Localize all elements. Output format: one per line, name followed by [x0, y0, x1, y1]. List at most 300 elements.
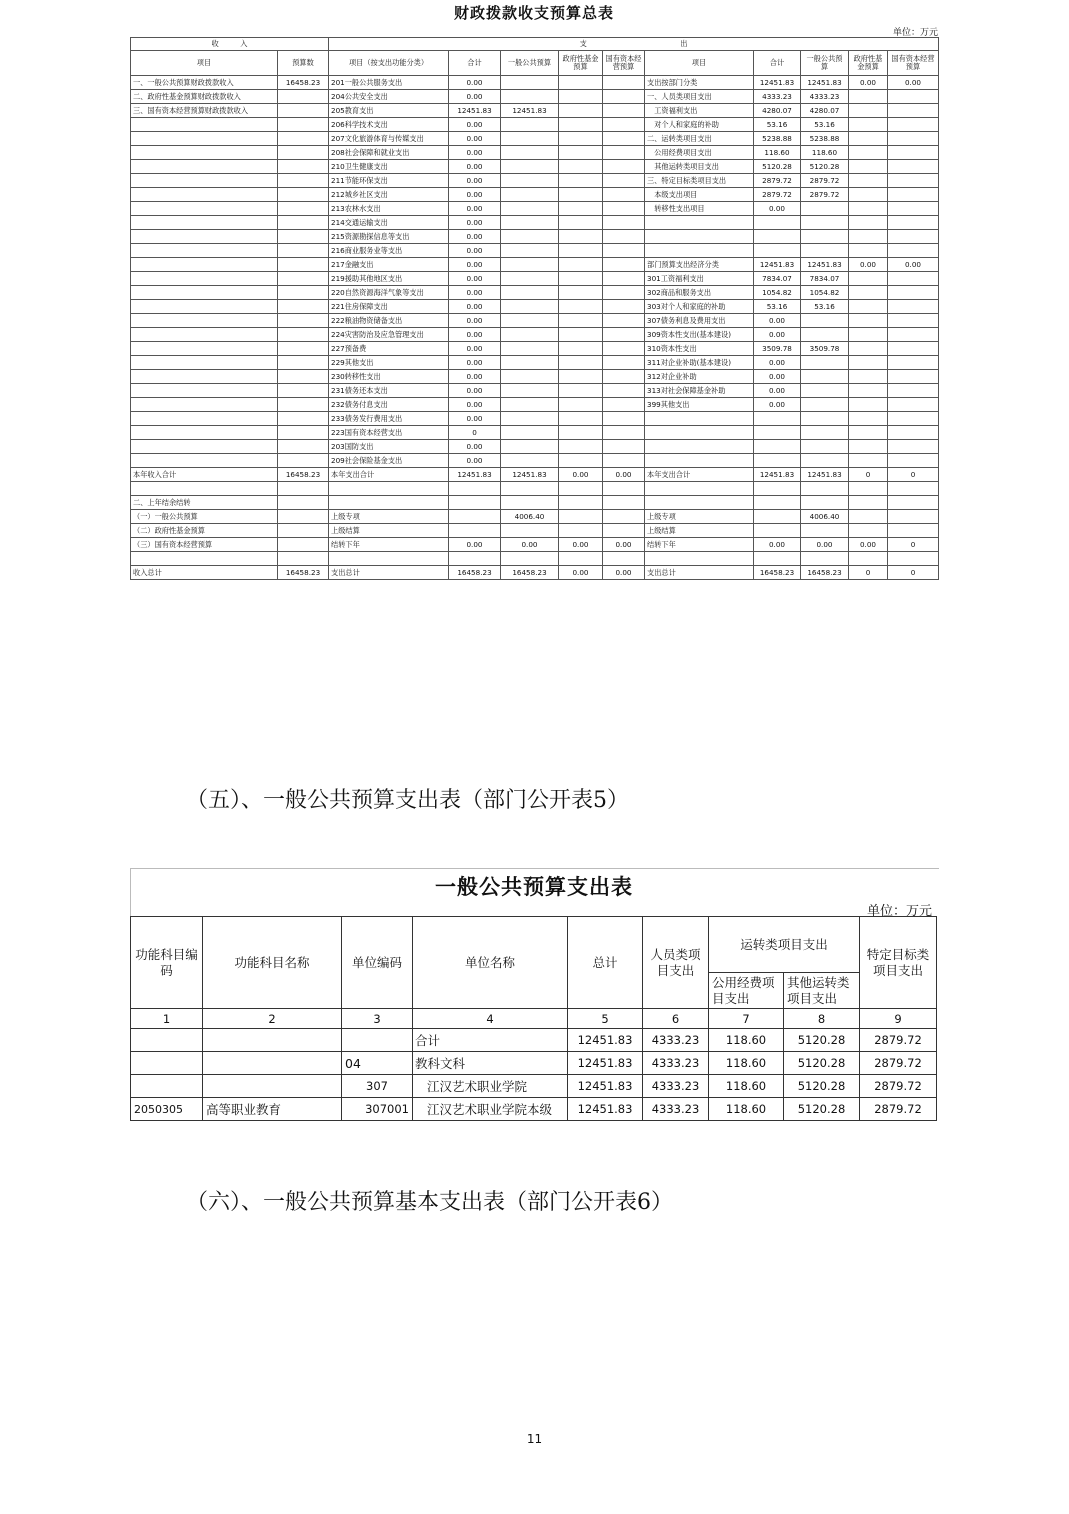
table1-cell — [849, 454, 888, 468]
table1-cell — [801, 328, 849, 342]
table1-cell — [131, 244, 278, 258]
table2-cell: 5120.28 — [784, 1052, 860, 1075]
table1-cell: 206科学技术支出 — [329, 118, 449, 132]
table1-cell — [801, 398, 849, 412]
table1-cell — [849, 370, 888, 384]
table1-row — [131, 426, 939, 440]
table1-cell: 222粮油物资储备支出 — [329, 314, 449, 328]
table1-cell: 201一般公共服务支出 — [329, 76, 449, 90]
table1-cell — [559, 132, 603, 146]
table1-cell — [603, 510, 645, 524]
table1-cell: 上级专项 — [329, 510, 449, 524]
table1-row — [131, 286, 939, 300]
table1-cell: 2879.72 — [801, 174, 849, 188]
table1-cell — [849, 202, 888, 216]
table1-cell — [849, 496, 888, 510]
table2-index-cell: 2 — [203, 1009, 342, 1029]
table1-cell: 上级结算 — [329, 524, 449, 538]
table1-header-cell: 合计 — [449, 51, 501, 76]
table1-cell — [849, 104, 888, 118]
table1-cell — [849, 300, 888, 314]
table1-cell: 0.00 — [449, 118, 501, 132]
table1-cell: 7834.07 — [754, 272, 801, 286]
table2-title: 一般公共预算支出表 — [435, 875, 633, 899]
table1-cell — [603, 440, 645, 454]
table1-cell: （三）国有资本经营预算 — [131, 538, 278, 552]
table1-cell: 209社会保险基金支出 — [329, 454, 449, 468]
table1-cell — [278, 412, 329, 426]
table1-cell: 205教育支出 — [329, 104, 449, 118]
table1-cell — [278, 118, 329, 132]
table1-cell: 5120.28 — [801, 160, 849, 174]
header-unit-name: 单位名称 — [413, 917, 568, 1009]
table1-cell: 214交通运输支出 — [329, 216, 449, 230]
table1-cell — [888, 370, 939, 384]
table1-cell — [603, 90, 645, 104]
table2-cell: 4333.23 — [643, 1098, 709, 1121]
table2-body — [131, 1009, 937, 1121]
table1-cell — [603, 426, 645, 440]
header-public-funds: 公用经费项目支出 — [709, 973, 784, 1009]
table1-cell — [645, 454, 754, 468]
table1-cell: 0.00 — [449, 314, 501, 328]
table1-cell — [849, 398, 888, 412]
table1-cell — [131, 426, 278, 440]
table1-cell: 0.00 — [449, 286, 501, 300]
table2-index-cell: 8 — [784, 1009, 860, 1029]
table1-cell: 5238.88 — [754, 132, 801, 146]
table1-cell: 0 — [888, 538, 939, 552]
table1-cell — [849, 426, 888, 440]
table1-cell: 16458.23 — [278, 76, 329, 90]
table1-cell — [603, 132, 645, 146]
table1-cell: 307债务利息及费用支出 — [645, 314, 754, 328]
table1-cell — [501, 524, 559, 538]
table1-cell: 207文化旅游体育与传媒支出 — [329, 132, 449, 146]
table1-cell — [888, 160, 939, 174]
table1-cell — [559, 300, 603, 314]
table1-cell: 工资福利支出 — [645, 104, 754, 118]
table1-cell: 12451.83 — [501, 468, 559, 482]
table1-cell: 三、特定目标类项目支出 — [645, 174, 754, 188]
table1-cell — [278, 538, 329, 552]
table1-cell: （二）政府性基金预算 — [131, 524, 278, 538]
table1-cell — [888, 552, 939, 566]
table1-cell: 上级专项 — [645, 510, 754, 524]
table1-cell: 0.00 — [449, 146, 501, 160]
table1-cell — [131, 398, 278, 412]
table1-cell — [559, 370, 603, 384]
table1-cell — [501, 370, 559, 384]
table1-cell: 0 — [449, 426, 501, 440]
table1-cell — [603, 230, 645, 244]
table2-cell: 307001 — [342, 1098, 413, 1121]
table1-cell — [131, 482, 278, 496]
table1-cell: 5238.88 — [801, 132, 849, 146]
header-function-name: 功能科目名称 — [203, 917, 342, 1009]
table1-cell — [801, 552, 849, 566]
table1-cell — [888, 244, 939, 258]
table1-cell — [888, 314, 939, 328]
table1-row — [131, 118, 939, 132]
table1-cell — [849, 118, 888, 132]
table1-cell — [849, 160, 888, 174]
table1-cell — [501, 314, 559, 328]
header-total: 总计 — [568, 917, 643, 1009]
table1-row — [131, 90, 939, 104]
table1-cell: 230转移性支出 — [329, 370, 449, 384]
table1-cell: 4006.40 — [501, 510, 559, 524]
table1-cell: 0.00 — [449, 370, 501, 384]
table1-cell — [329, 496, 449, 510]
table1-cell — [888, 510, 939, 524]
table1-cell — [603, 328, 645, 342]
table1-cell — [559, 384, 603, 398]
table1-cell: 223国有资本经营支出 — [329, 426, 449, 440]
table1-cell: 4333.23 — [754, 90, 801, 104]
table1-cell — [131, 188, 278, 202]
table1-cell — [888, 202, 939, 216]
page-number: 11 — [526, 1432, 543, 1446]
table1-row — [131, 356, 939, 370]
table1-cell: 215资源勘探信息等支出 — [329, 230, 449, 244]
table1-cell — [754, 244, 801, 258]
table1-cell — [278, 174, 329, 188]
table1-cell — [131, 370, 278, 384]
table1-cell: 0.00 — [449, 202, 501, 216]
table1-cell — [501, 146, 559, 160]
table1-cell — [849, 510, 888, 524]
table1-cell — [501, 328, 559, 342]
table1-cell — [849, 482, 888, 496]
table1-cell: 0.00 — [449, 384, 501, 398]
table1-cell — [645, 440, 754, 454]
table1-cell — [559, 286, 603, 300]
table1-cell: 16458.23 — [801, 566, 849, 580]
table2-cell — [131, 1075, 203, 1098]
table1-cell — [559, 174, 603, 188]
table1-cell — [888, 132, 939, 146]
table1-header-cell: 国有资本经营预算 — [888, 51, 939, 76]
table2-cell — [131, 1052, 203, 1075]
table1-cell: 对个人和家庭的补助 — [645, 118, 754, 132]
table1-cell: 2879.72 — [801, 188, 849, 202]
table1-cell — [754, 482, 801, 496]
table1-cell: 12451.83 — [754, 258, 801, 272]
table1-cell — [645, 412, 754, 426]
table1-cell — [645, 496, 754, 510]
table1-row — [131, 104, 939, 118]
table1-row — [131, 566, 939, 580]
table1-cell — [501, 384, 559, 398]
table1-cell — [603, 174, 645, 188]
table1-cell: 转移性支出项目 — [645, 202, 754, 216]
table1-cell: 16458.23 — [754, 566, 801, 580]
table1-cell — [559, 230, 603, 244]
table1-cell — [559, 356, 603, 370]
table1-cell — [754, 454, 801, 468]
header-function-code: 功能科目编码 — [131, 917, 203, 1009]
table1-cell — [131, 272, 278, 286]
table1-cell — [278, 146, 329, 160]
table1-row — [131, 76, 939, 90]
table1-cell — [603, 384, 645, 398]
table1-row — [131, 370, 939, 384]
table1-cell: 0.00 — [801, 538, 849, 552]
table1-row — [131, 482, 939, 496]
table1-cell — [801, 412, 849, 426]
table1-cell — [559, 510, 603, 524]
table2-row — [131, 1029, 937, 1052]
table1-cell: 16458.23 — [449, 566, 501, 580]
table1-row — [131, 384, 939, 398]
table1-cell: 0.00 — [754, 370, 801, 384]
table1-cell: 204公共安全支出 — [329, 90, 449, 104]
table1-cell: 0.00 — [449, 412, 501, 426]
table1-cell: 0.00 — [449, 258, 501, 272]
table1-cell — [131, 146, 278, 160]
table1-cell — [849, 440, 888, 454]
table1-cell — [754, 496, 801, 510]
table1-cell — [645, 482, 754, 496]
table1-cell — [278, 272, 329, 286]
table1-cell: 本年支出合计 — [329, 468, 449, 482]
table1-cell: 0.00 — [449, 244, 501, 258]
table1-row — [131, 454, 939, 468]
table2-cell: 12451.83 — [568, 1029, 643, 1052]
table2-cell: 118.60 — [709, 1098, 784, 1121]
table1-cell: 231债务还本支出 — [329, 384, 449, 398]
table1-cell — [278, 398, 329, 412]
table1-header-cell: 合计 — [754, 51, 801, 76]
table1-cell: 12451.83 — [449, 104, 501, 118]
table1-cell: 0.00 — [559, 538, 603, 552]
table1-cell: 217金融支出 — [329, 258, 449, 272]
table1-cell — [645, 244, 754, 258]
table1-cell — [888, 356, 939, 370]
table1-cell — [849, 146, 888, 160]
table1-cell: 399其他支出 — [645, 398, 754, 412]
table1-cell — [278, 216, 329, 230]
table1-cell — [501, 482, 559, 496]
table1-cell: 0.00 — [501, 538, 559, 552]
table2-cell: 12451.83 — [568, 1052, 643, 1075]
table1-cell — [754, 510, 801, 524]
table1-cell: 12451.83 — [801, 76, 849, 90]
table1-cell — [501, 202, 559, 216]
header-special: 特定目标类项目支出 — [860, 917, 937, 1009]
table2-cell: 4333.23 — [643, 1075, 709, 1098]
table1-cell — [501, 342, 559, 356]
table1-cell — [278, 356, 329, 370]
table1-cell — [888, 482, 939, 496]
table1-row — [131, 440, 939, 454]
table1-cell — [559, 398, 603, 412]
table1-cell: 227预备费 — [329, 342, 449, 356]
table1-cell — [603, 370, 645, 384]
table1-cell: 4006.40 — [801, 510, 849, 524]
table1-cell — [329, 482, 449, 496]
table1-cell — [278, 202, 329, 216]
table1-cell: 4280.07 — [801, 104, 849, 118]
table1-row — [131, 230, 939, 244]
table1-cell: 5120.28 — [754, 160, 801, 174]
table1-cell — [449, 552, 501, 566]
table1-cell — [449, 510, 501, 524]
table1-cell: 303对个人和家庭的补助 — [645, 300, 754, 314]
table1-cell — [603, 300, 645, 314]
table1-cell: 0.00 — [559, 468, 603, 482]
table1-cell: 16458.23 — [278, 468, 329, 482]
table1-cell — [559, 496, 603, 510]
table1-cell — [131, 440, 278, 454]
table1-cell — [754, 216, 801, 230]
table1-cell — [131, 314, 278, 328]
table1-cell — [603, 76, 645, 90]
table1-cell: 221住房保障支出 — [329, 300, 449, 314]
table1-cell: 0.00 — [754, 356, 801, 370]
table1-cell — [801, 482, 849, 496]
table1-cell — [888, 174, 939, 188]
table2-cell: 2879.72 — [860, 1098, 937, 1121]
table1-unit: 单位：万元 — [892, 28, 938, 38]
table2-cell: 教科文科 — [413, 1052, 568, 1075]
table1-cell — [559, 104, 603, 118]
table1-cell — [131, 300, 278, 314]
table1-cell: 0.00 — [559, 566, 603, 580]
table1-cell — [603, 412, 645, 426]
table1-cell: 结转下年 — [645, 538, 754, 552]
table1-cell — [501, 300, 559, 314]
table1-cell — [849, 384, 888, 398]
table1-cell — [501, 160, 559, 174]
table1-cell — [888, 384, 939, 398]
table1-cell: 0.00 — [754, 384, 801, 398]
table1-cell — [849, 188, 888, 202]
table1-cell: 0.00 — [754, 398, 801, 412]
table2-index-cell: 7 — [709, 1009, 784, 1029]
table1-cell — [888, 398, 939, 412]
table1-row — [131, 188, 939, 202]
table1-cell: 0.00 — [754, 314, 801, 328]
table1-cell: 212城乡社区支出 — [329, 188, 449, 202]
table1-cell — [849, 174, 888, 188]
table1-cell — [278, 314, 329, 328]
table1-cell — [888, 454, 939, 468]
table1-cell: 12451.83 — [449, 468, 501, 482]
table1-cell: 232债务付息支出 — [329, 398, 449, 412]
table1-cell: 0 — [849, 468, 888, 482]
table1-cell: 0 — [849, 566, 888, 580]
table1-cell — [801, 314, 849, 328]
table2 — [130, 916, 937, 1121]
table1-cell: 0.00 — [449, 272, 501, 286]
table1-row — [131, 468, 939, 482]
table2-cell: 5120.28 — [784, 1029, 860, 1052]
table1-cell — [278, 160, 329, 174]
table1-cell — [559, 160, 603, 174]
table1-cell: 支出按部门分类 — [645, 76, 754, 90]
table1-cell — [849, 342, 888, 356]
table1-cell — [278, 90, 329, 104]
table1-cell — [131, 328, 278, 342]
table1-cell — [603, 216, 645, 230]
header-operation: 运转类项目支出 — [709, 917, 860, 973]
table1-cell: 支出总计 — [645, 566, 754, 580]
table1-cell — [603, 188, 645, 202]
table1-cell: 0.00 — [449, 538, 501, 552]
table1-cell — [278, 244, 329, 258]
table2-unit: 单位：万元 — [866, 904, 932, 919]
table1-row — [131, 174, 939, 188]
table1-row — [131, 398, 939, 412]
table1-cell — [501, 454, 559, 468]
table1-cell — [278, 230, 329, 244]
table1-cell — [501, 230, 559, 244]
table2-cell: 118.60 — [709, 1029, 784, 1052]
table1-cell — [801, 384, 849, 398]
table1-cell: 12451.83 — [801, 468, 849, 482]
table1-cell — [278, 510, 329, 524]
table1-cell — [888, 118, 939, 132]
table1-cell — [888, 230, 939, 244]
table1-cell: 其他运转类项目支出 — [645, 160, 754, 174]
table1-cell: 12451.83 — [801, 258, 849, 272]
table1-cell — [559, 202, 603, 216]
table1-cell — [449, 524, 501, 538]
table1-cell — [501, 496, 559, 510]
table1-cell — [603, 356, 645, 370]
table1-cell: 310资本性支出 — [645, 342, 754, 356]
table1-cell: 上级结算 — [645, 524, 754, 538]
table1-header-row — [131, 51, 939, 76]
table1-cell — [559, 314, 603, 328]
table1-cell — [131, 552, 278, 566]
table1-cell: 二、运转类项目支出 — [645, 132, 754, 146]
table1-cell — [278, 454, 329, 468]
table1-cell — [501, 272, 559, 286]
table1-cell — [449, 482, 501, 496]
table1 — [130, 37, 939, 580]
table1-cell: 0.00 — [754, 538, 801, 552]
table1-cell: 220自然资源海洋气象等支出 — [329, 286, 449, 300]
table2-cell — [203, 1052, 342, 1075]
table1-cell — [888, 412, 939, 426]
table1-cell: 0.00 — [449, 76, 501, 90]
table1-cell — [559, 426, 603, 440]
table1-cell — [849, 552, 888, 566]
table1-cell — [603, 104, 645, 118]
table1-cell — [501, 286, 559, 300]
table1-cell — [801, 370, 849, 384]
table1-cell — [278, 328, 329, 342]
table2-cell: 307 — [342, 1075, 413, 1098]
table1-cell — [278, 426, 329, 440]
table1-cell — [849, 356, 888, 370]
table1-cell: 一、人员类项目支出 — [645, 90, 754, 104]
table1-row — [131, 412, 939, 426]
table1-cell: 0.00 — [603, 566, 645, 580]
table1-cell: 0.00 — [888, 258, 939, 272]
table1-cell: 0.00 — [603, 468, 645, 482]
table1-cell — [849, 286, 888, 300]
table2-cell: 118.60 — [709, 1075, 784, 1098]
table1-cell — [278, 258, 329, 272]
table1-cell — [131, 160, 278, 174]
table1-cell — [559, 272, 603, 286]
table1-cell — [501, 216, 559, 230]
table1-row — [131, 342, 939, 356]
